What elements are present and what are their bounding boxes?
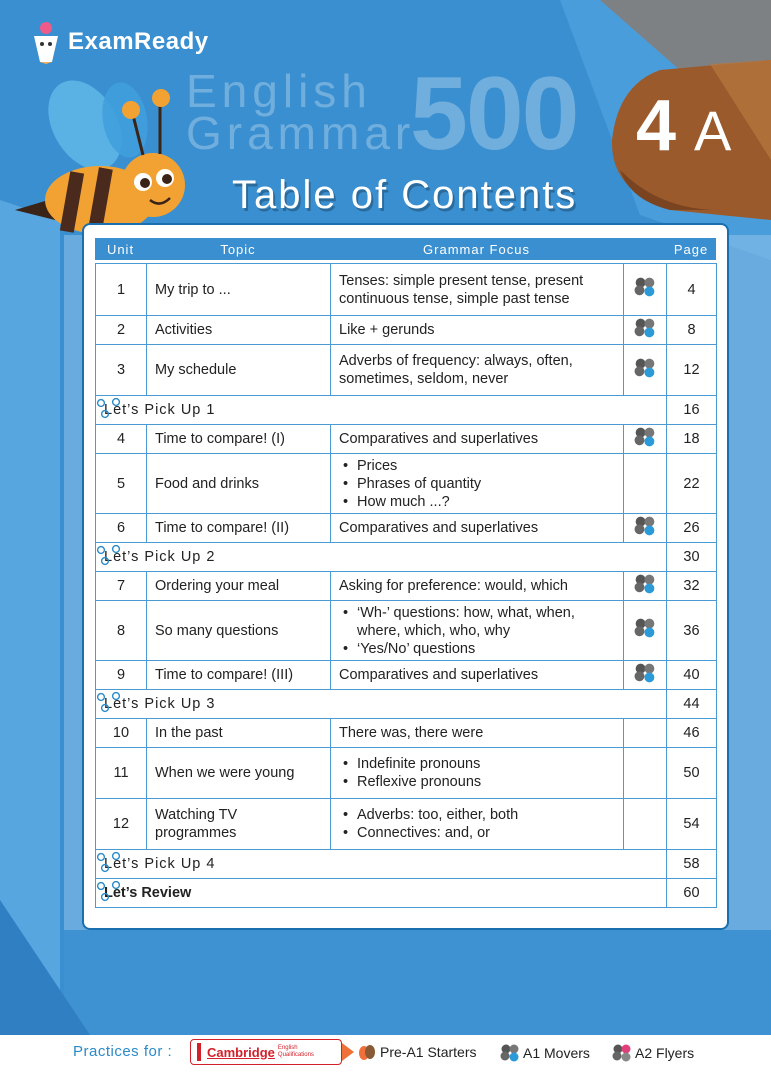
movers-icon — [624, 316, 667, 345]
section-label: Let’s Pick Up 1 — [96, 396, 667, 425]
pencil-mascot-icon — [28, 20, 64, 64]
movers-icon — [624, 425, 667, 454]
starters-icon — [357, 1043, 377, 1061]
level-badge-shape — [600, 60, 771, 220]
table-row — [96, 316, 717, 345]
page-number: 12 — [667, 345, 717, 396]
focus-bullet: • ‘Yes/No’ questions — [339, 640, 615, 658]
focus-bullet: • Phrases of quantity — [339, 475, 615, 493]
unit-topic: My trip to ... — [147, 264, 331, 316]
page-number: 16 — [667, 396, 717, 425]
bubbles-icon — [96, 880, 122, 906]
page-number: 30 — [667, 543, 717, 572]
focus-bullet: • Reflexive pronouns — [339, 773, 615, 791]
level-starters-label: Pre-A1 Starters — [380, 1044, 477, 1060]
table-row — [96, 454, 717, 514]
movers-icon — [624, 572, 667, 601]
series-number: 500 — [410, 56, 578, 172]
unit-topic: Food and drinks — [147, 454, 331, 514]
table-row — [96, 601, 717, 661]
arrow-icon — [342, 1043, 354, 1061]
page-number: 58 — [667, 850, 717, 879]
header-unit: Unit — [106, 241, 135, 257]
practices-label: Practices for : — [73, 1043, 173, 1060]
grammar-focus: Tenses: simple present tense, present continuous tense, simple past tense — [331, 264, 624, 316]
header-topic: Topic — [220, 241, 256, 257]
table-header — [95, 238, 716, 260]
page-number: 22 — [667, 454, 717, 514]
movers-icon — [624, 661, 667, 690]
table-row — [96, 719, 717, 748]
section-row — [96, 543, 717, 572]
unit-topic: Activities — [147, 316, 331, 345]
bubbles-icon — [96, 397, 122, 423]
series-name — [186, 65, 416, 159]
unit-topic: Time to compare! (I) — [147, 425, 331, 454]
page-number: 54 — [667, 799, 717, 850]
page-number: 40 — [667, 661, 717, 690]
page-number: 60 — [667, 879, 717, 908]
brand-logo — [28, 20, 209, 64]
level-flyers — [612, 1043, 694, 1063]
table-row — [96, 345, 717, 396]
series-line-1: English — [186, 65, 372, 117]
empty-icon-cell — [624, 799, 667, 850]
bee-illustration — [15, 80, 200, 240]
series-line-2: Grammar — [186, 107, 416, 159]
table-row — [96, 661, 717, 690]
unit-number: 11 — [96, 748, 147, 799]
brand-name: ExamReady — [68, 28, 209, 55]
unit-number: 10 — [96, 719, 147, 748]
review-row — [96, 879, 717, 908]
unit-topic: My schedule — [147, 345, 331, 396]
unit-number: 5 — [96, 454, 147, 514]
level-starters — [357, 1043, 476, 1061]
empty-icon-cell — [624, 719, 667, 748]
cambridge-logo — [190, 1039, 342, 1065]
unit-topic: Watching TV programmes — [147, 799, 331, 850]
focus-bullet: • Adverbs: too, either, both — [339, 806, 615, 824]
grammar-focus: Comparatives and superlatives — [331, 425, 624, 454]
grammar-focus: There was, there were — [331, 719, 624, 748]
unit-number: 2 — [96, 316, 147, 345]
bubbles-icon — [96, 691, 122, 717]
table-row — [96, 425, 717, 454]
grammar-focus — [331, 799, 624, 850]
movers-icon — [624, 514, 667, 543]
page-number: 4 — [667, 264, 717, 316]
grammar-focus — [331, 748, 624, 799]
unit-number: 4 — [96, 425, 147, 454]
review-label: Let’s Review — [96, 879, 667, 908]
unit-number: 6 — [96, 514, 147, 543]
page-number: 8 — [667, 316, 717, 345]
section-row — [96, 690, 717, 719]
focus-bullet: • Connectives: and, or — [339, 824, 615, 842]
grammar-focus: Comparatives and superlatives — [331, 661, 624, 690]
unit-topic: Time to compare! (II) — [147, 514, 331, 543]
section-label: Let’s Pick Up 3 — [96, 690, 667, 719]
movers-icon — [624, 264, 667, 316]
page-number: 26 — [667, 514, 717, 543]
cambridge-shield-icon — [197, 1043, 201, 1061]
header-focus: Grammar Focus — [423, 241, 530, 257]
movers-icon — [624, 345, 667, 396]
focus-bullet: • ‘Wh-’ questions: how, what, when, where, which, who, why — [339, 604, 615, 640]
section-label: Let’s Pick Up 4 — [96, 850, 667, 879]
page-number: 44 — [667, 690, 717, 719]
empty-icon-cell — [624, 748, 667, 799]
unit-number: 12 — [96, 799, 147, 850]
bubbles-icon — [96, 851, 122, 877]
page-number: 50 — [667, 748, 717, 799]
level-number: 4 — [636, 86, 677, 166]
cambridge-sub: English Qualifications — [277, 1045, 314, 1058]
table-row — [96, 514, 717, 543]
unit-topic: Ordering your meal — [147, 572, 331, 601]
contents-table — [95, 263, 717, 908]
level-letter: A — [694, 99, 732, 162]
grammar-focus: Adverbs of frequency: always, often, sometimes, seldom, never — [331, 345, 624, 396]
page-number: 18 — [667, 425, 717, 454]
unit-topic: Time to compare! (III) — [147, 661, 331, 690]
movers-icon — [624, 601, 667, 661]
unit-number: 9 — [96, 661, 147, 690]
grammar-focus: Comparatives and superlatives — [331, 514, 624, 543]
grammar-focus — [331, 601, 624, 661]
flyers-icon — [612, 1043, 632, 1063]
unit-topic: So many questions — [147, 601, 331, 661]
focus-bullet: • Prices — [339, 457, 615, 475]
page-number: 32 — [667, 572, 717, 601]
unit-number: 3 — [96, 345, 147, 396]
empty-icon-cell — [624, 454, 667, 514]
unit-number: 1 — [96, 264, 147, 316]
grammar-focus: Asking for preference: would, which — [331, 572, 624, 601]
section-row — [96, 396, 717, 425]
unit-topic: In the past — [147, 719, 331, 748]
level-flyers-label: A2 Flyers — [635, 1045, 695, 1061]
movers-icon — [500, 1043, 520, 1063]
level-movers — [500, 1043, 590, 1063]
table-row — [96, 572, 717, 601]
focus-bullet: • How much ...? — [339, 493, 615, 511]
unit-number: 7 — [96, 572, 147, 601]
table-row — [96, 748, 717, 799]
section-label: Let’s Pick Up 2 — [96, 543, 667, 572]
page-number: 46 — [667, 719, 717, 748]
grammar-focus — [331, 454, 624, 514]
level-movers-label: A1 Movers — [523, 1045, 590, 1061]
cambridge-word: Cambridge — [207, 1044, 275, 1060]
table-row — [96, 264, 717, 316]
unit-topic: When we were young — [147, 748, 331, 799]
bubbles-icon — [96, 544, 122, 570]
page-number: 36 — [667, 601, 717, 661]
grammar-focus: Like + gerunds — [331, 316, 624, 345]
header-page: Page — [673, 241, 709, 257]
unit-number: 8 — [96, 601, 147, 661]
table-row — [96, 799, 717, 850]
focus-bullet: • Indefinite pronouns — [339, 755, 615, 773]
page-title: Table of Contents — [232, 173, 578, 217]
section-row — [96, 850, 717, 879]
